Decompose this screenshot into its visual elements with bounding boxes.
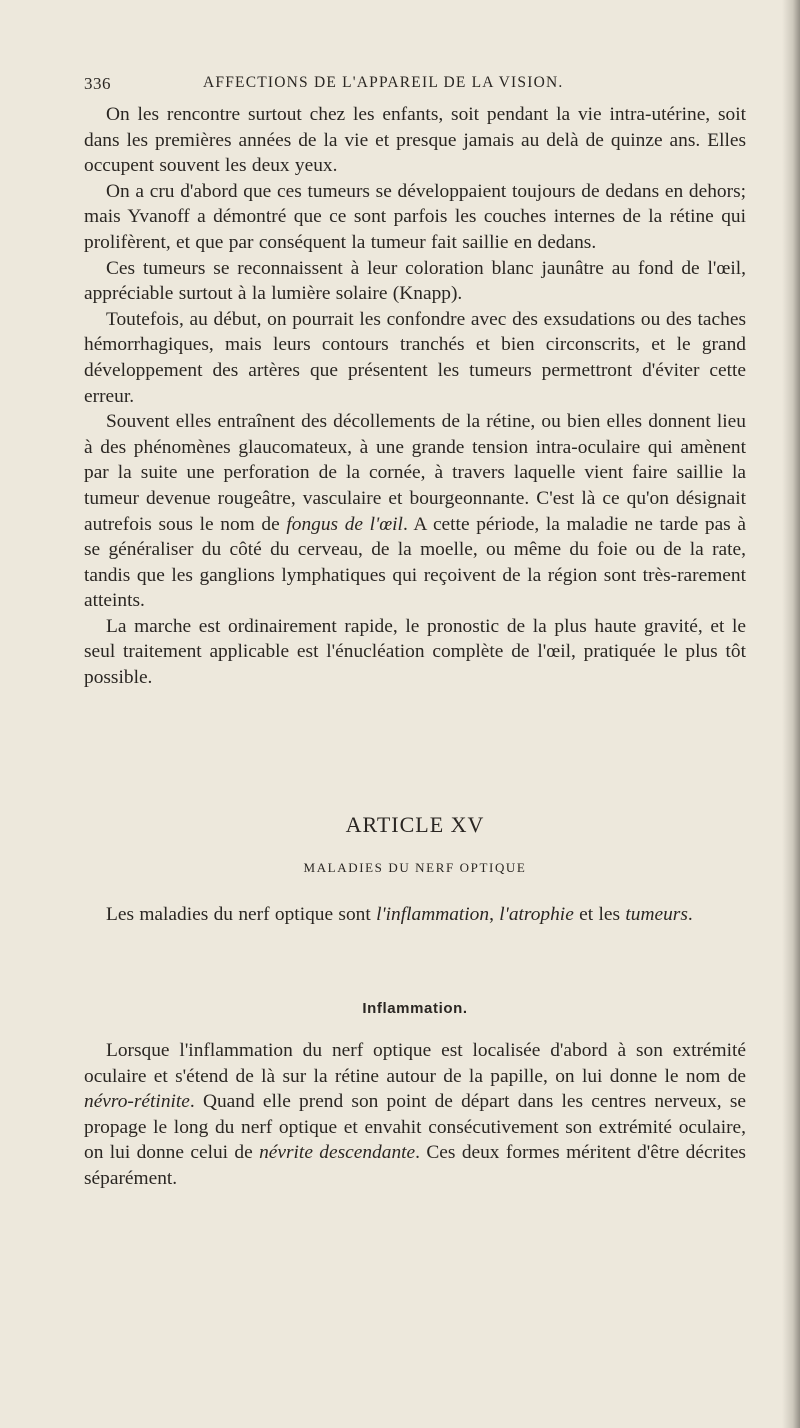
article-intro: [84, 902, 746, 928]
italic-term: fongus de l'œil: [286, 513, 403, 535]
paragraph-text: Les maladies du nerf optique sont: [106, 904, 377, 925]
italic-term: l'inflammation: [376, 904, 490, 925]
article-heading: ARTICLE XV: [345, 812, 485, 837]
paragraph: Ces tumeurs se reconnaissent à leur coloration blanc jaunâtre au fond de l'œil, appréciable surtout à la lumière solaire (Knapp).: [84, 257, 746, 305]
paragraph: [84, 1038, 746, 1192]
section-heading: Inflammation.: [362, 1000, 468, 1017]
italic-term: tumeurs: [625, 904, 688, 925]
running-head: [84, 74, 744, 98]
paragraph: [84, 409, 746, 614]
section-text: [84, 1038, 746, 1192]
paragraph-text: . Ces deux formes méritent d'être décrites séparément.: [84, 1142, 746, 1189]
page-number: 336: [84, 74, 111, 93]
paragraph: On a cru d'abord que ces tumeurs se développaient toujours de dedans en dehors; mais Yvanoff a démontré que ce sont parfois les couches internes de la rétine qui prolifèrent, et que par conséquent la tumeur fait saillie en dedans.: [84, 180, 746, 253]
paragraph: Toutefois, au début, on pourrait les confondre avec des exsudations ou des taches hémorrhagiques, mais leurs contours tranchés et bien circonscrits, et le grand développement des artères que présentent les tumeurs permettront d'éviter cette erreur.: [84, 308, 746, 407]
running-title: AFFECTIONS DE L'APPAREIL DE LA VISION.: [203, 74, 564, 91]
italic-term: névrite descendante: [259, 1142, 416, 1164]
paragraph: La marche est ordinairement rapide, le pronostic de la plus haute gravité, et le seul traitement applicable est l'énucléation complète de l'œil, pratiquée le plus tôt possible.: [84, 615, 746, 689]
page-edge-shadow: [782, 0, 800, 1428]
paragraph-text: ,: [489, 904, 500, 925]
paragraph-text: . Quand elle prend son point de départ dans les centres nerveux, se propage le long du nerf optique et envahit consécutivement son extrémité oculaire, on lui donne celui de: [84, 1091, 746, 1164]
paragraph-text: et les: [573, 904, 626, 925]
italic-term: névro-rétinite: [84, 1091, 190, 1113]
paragraph-text: .: [687, 904, 693, 925]
italic-term: l'atrophie: [499, 904, 574, 925]
intro-text: [84, 102, 746, 691]
paragraph-text: . A cette période, la maladie ne tarde pas à se généraliser du côté du cerveau, de la moelle, ou même du foie ou de la rate, tandis que les ganglions lymphatiques qui reçoivent de la région sont très-rarement atteints.: [84, 513, 746, 612]
paragraph-text: Souvent elles entraînent des décollements de la rétine, ou bien elles donnent lieu à des phénomènes glaucomateux, à une grande tension intra-oculaire qui amènent par la suite une perforation de la cornée, à travers laquelle vient faire saillie la tumeur devenue rougeâtre, vasculaire et bourgeonnante. C'est là ce qu'on désignait autrefois sous le nom de: [84, 411, 746, 535]
paragraph: [84, 902, 746, 928]
article-subheading: MALADIES DU NERF OPTIQUE: [303, 860, 527, 875]
paragraph-text: Lorsque l'inflammation du nerf optique est localisée d'abord à son extrémité oculaire et s'étend de là sur la rétine autour de la papille, on lui donne le nom de: [84, 1040, 746, 1087]
paragraph: On les rencontre surtout chez les enfants, soit pendant la vie intra-utérine, soit dans les premières années de la vie et presque jamais au delà de quinze ans. Elles occupent souvent les deux yeux.: [84, 104, 746, 177]
